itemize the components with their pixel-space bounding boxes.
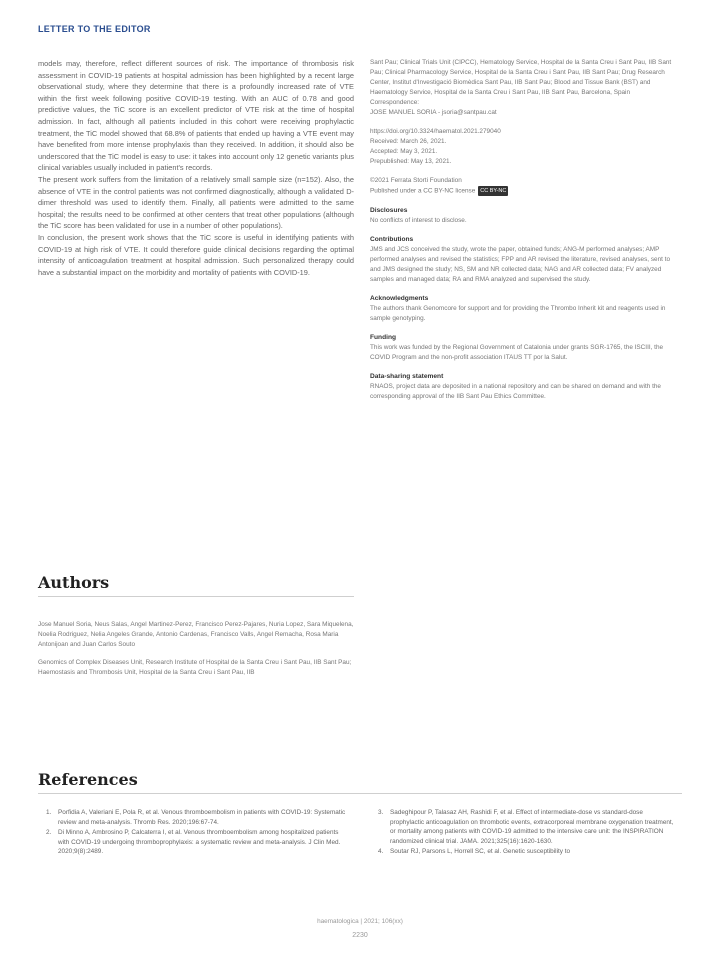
accepted-date: Accepted: May 3, 2021. (370, 148, 438, 155)
reference-text: Porfidia A, Valeriani E, Pola R, et al. Venous thromboembolism in patients with COVID-19: Systematic review and meta-analysis. Thromb Res. 2020;196:67-74. (58, 809, 346, 826)
contributions-heading: Contributions (370, 235, 414, 243)
footer-journal: haematologica | 2021; 106(xx) (317, 918, 403, 925)
correspondence-label: Correspondence: (370, 99, 420, 106)
license-text: Published under a CC BY-NC license (370, 187, 476, 195)
contributions-text: JMS and JCS conceived the study, wrote the paper, obtained funds; ANG-M performed analyses; AMP performed analyses and revised the statistics; FPP and AR revised the literature, revised analyses, sent to and JMS designed the study; NS, SM and NR collected data; NAG and AR collected data; FV analyzed samples and managed data; RA and RMA analyzed and supervised the study. (370, 245, 671, 283)
contributions-section (370, 235, 680, 285)
reference-text: Soutar RJ, Parsons L, Horrell SC, et al. Genetic susceptibility to (390, 848, 571, 856)
disclosures-text: No conflicts of interest to disclose. (370, 216, 467, 224)
prepublished-date: Prepublished: May 13, 2021. (370, 158, 452, 165)
data-sharing-text: RNAOS, project data are deposited in a national repository and can be shared on demand and with the corresponding approval of the IIB Sant Pau Ethics Committee. (370, 382, 661, 400)
acknowledgments-section (370, 294, 680, 324)
acknowledgments-text: The authors thank Genomcore for support and for providing the Thrombo Inherit kit and reagents used in sample genotyping. (370, 304, 666, 322)
acknowledgments-heading: Acknowledgments (370, 294, 429, 302)
reference-item (46, 828, 346, 857)
article-dates (370, 137, 680, 167)
reference-number: 1. (46, 809, 52, 816)
reference-item (378, 847, 678, 857)
article-info-sidebar (370, 58, 680, 411)
license-line (370, 186, 680, 197)
reference-number: 3. (378, 809, 384, 816)
doi-link[interactable]: https://doi.org/10.3324/haematol.2021.279040 (370, 128, 501, 135)
author-list: Jose Manuel Soria, Neus Salas, Angel Martinez-Perez, Francisco Perez-Pajares, Nuria Lopez, Sara Miquelena, Noelia Rodriguez, Nelia Angeles Grande, Antonio Cardenas, Francisco Valls, Angel Remacha, Rosa Maria Antonijoan and Juan Carlos Souto (38, 621, 354, 648)
paragraph: models may, therefore, reflect different sources of risk. The importance of thrombosis risk assessment in COVID-19 patients at hospital admission has been highlighted by a recent large observational study, where they determine that there is a profoundly increased rate of VTE within the first week following positive COVID-19 testing. With an AUC of 0.78 and good predictive values, the TiC score is an excellent predictor of VTE risk at the time of hospital admission. In fact, although all patients included in this cohort were receiving prophylactic treatment, the TiC model showed that 68.8% of patients that ended up having a VTE event may have benefited from more intense prophylaxis than they received. In addition, it should also be underscored that the TiC model is easy to use: it takes into account only 12 genetic variants plus clinical variables usually included in patient's records. (38, 59, 354, 173)
reference-item (378, 808, 678, 846)
cc-license-icon[interactable]: CC BY-NC (480, 188, 507, 194)
page-number: 2230 (352, 932, 368, 939)
funding-heading: Funding (370, 333, 396, 341)
copyright (370, 176, 680, 197)
data-sharing-heading: Data-sharing statement (370, 372, 444, 380)
paragraph: In conclusion, the present work shows that the TiC score is useful in identifying patients with COVID-19 at high risk of VTE. It could therefore guide clinical decisions regarding the optimal intensity of anticoagulation treatment at hospital admission. Such personalized therapy could have a substantial impact on the morbidity and mortality of patients with COVID-19. (38, 232, 354, 277)
disclosures-heading: Disclosures (370, 206, 408, 214)
copyright-holder: ©2021 Ferrata Storti Foundation (370, 177, 462, 184)
received-date: Received: March 26, 2021. (370, 138, 447, 145)
references-column-right (378, 808, 678, 858)
funding-section (370, 333, 680, 363)
references-column-left (46, 808, 346, 858)
paragraph: The present work suffers from the limitation of a relatively small sample size (n=152). Also, the absence of VTE in the control patients was not confirmed diagnostically, although a validated D-dimer threshold was used to identify them. Finally, all patients were admitted to the same hospital; the results need to be confirmed at other centers that treat other populations (although the TiC score has been validated for use in a number of other populations). (38, 174, 354, 231)
reference-number: 4. (378, 848, 384, 856)
references-heading: References (38, 770, 138, 789)
reference-text: Sadeghipour P, Talasaz AH, Rashidi F, et al. Effect of intermediate-dose vs standard-dose prophylactic anticoagulation on thrombotic events, extracorporeal membrane oxygenation treatment, or mortality among patients with COVID-19 admitted to the intensive care unit: the INSPIRATION randomized clinical trial. JAMA. 2021;325(16):1620-1630. (390, 809, 674, 845)
main-text (38, 58, 354, 278)
author-affiliations: Genomics of Complex Diseases Unit, Research Institute of Hospital de la Santa Creu i Sant Pau, IIB Sant Pau; Haemostasis and Thrombosis Unit, Hospital de la Santa Creu i Sant Pau, IIB (38, 659, 352, 676)
article-type-label: LETTER TO THE EDITOR (38, 24, 151, 34)
affiliations-continued: Sant Pau; Clinical Trials Unit (CIPCC), Hematology Service, Hospital de la Santa Creu i Sant Pau, IIB Sant Pau; Clinical Pharmacology Service, Hospital de la Santa Creu i Sant Pau, IIB Sant Pau; Drug Research Center, Institut d'Investigació Biomèdica Sant Pau, IIB Sant Pau; Blood and Tissue Bank (BST) and Haematology Service, Hospital de la Santa Creu i Sant Pau, IIB Sant Pau, Barcelona, Spain (370, 59, 672, 96)
authors-heading: Authors (38, 573, 110, 592)
authors-divider (38, 596, 354, 597)
funding-text: This work was funded by the Regional Government of Catalonia under grants SGR-1765, the ISCIII, the COVID Program and the non-profit association ITAUS TT por la Salut. (370, 343, 664, 361)
reference-text: Di Minno A, Ambrosino P, Calcaterra I, et al. Venous thromboembolism among hospitalized patients with COVID-19 undergoing thromboprophylaxis: a systematic review and meta-analysis. J Clin Med. 2020;9(8):2489. (58, 829, 341, 856)
references-divider (38, 793, 682, 794)
reference-item (46, 808, 346, 827)
reference-number: 2. (46, 829, 52, 837)
correspondence-email[interactable]: JOSE MANUEL SORIA - jsoria@santpau.cat (370, 109, 497, 116)
disclosures-section (370, 206, 680, 226)
authors-section (38, 620, 354, 686)
data-sharing-section (370, 372, 680, 402)
correspondence (370, 98, 680, 118)
